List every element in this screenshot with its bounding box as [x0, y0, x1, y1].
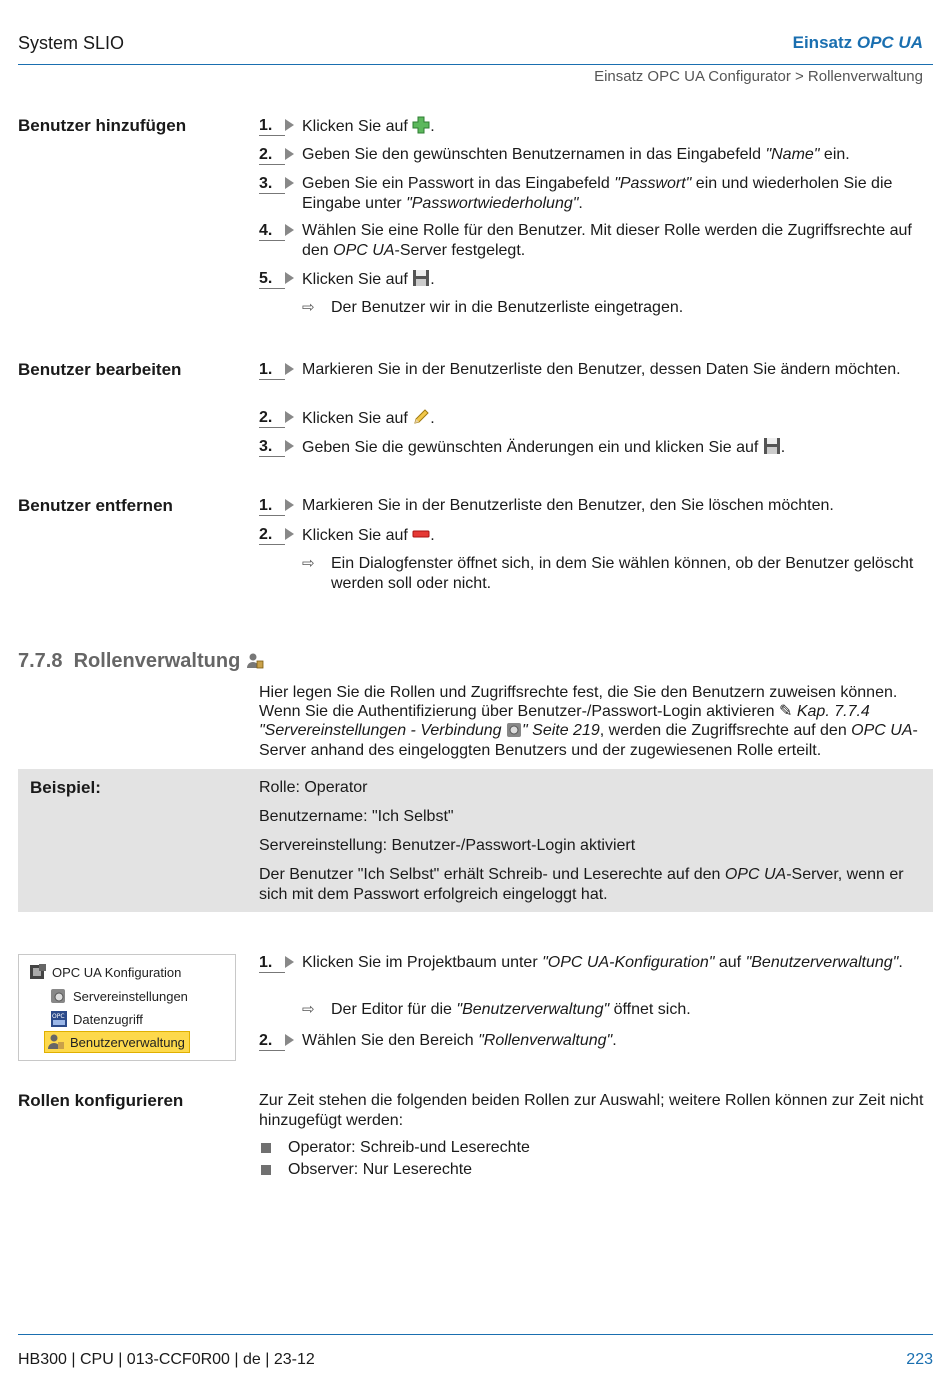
example-username: Benutzername: "Ich Selbst" — [259, 808, 454, 825]
bullet-icon — [261, 1143, 271, 1153]
edit-step-3: 3. Geben Sie die gewünschten Änderungen ein und klicken Sie auf . — [259, 438, 786, 456]
remove-icon — [412, 525, 430, 543]
remove-step-2: 2. Klicken Sie auf . — [259, 526, 435, 544]
example-role: Rolle: Operator — [259, 779, 368, 796]
footer-doc-id: HB300 | CPU | 013-CCF0R00 | de | 23-12 — [18, 1351, 315, 1368]
edit-step-1: 1. Markieren Sie in der Benutzerliste den Benutzer, dessen Daten Sie ändern möchten. — [259, 361, 901, 378]
header-chapter: Einsatz OPC UA — [792, 33, 923, 52]
remove-result: ⇨ Ein Dialogfenster öffnet sich, in dem Sie wählen können, ob der Benutzer gelöscht werden soll oder nicht. — [302, 555, 914, 592]
page-number: 223 — [906, 1351, 933, 1368]
section-heading: 7.7.8 Rollenverwaltung — [18, 650, 264, 673]
remove-step-1: 1. Markieren Sie in der Benutzerliste den Benutzer, den Sie löschen möchten. — [259, 497, 834, 514]
nav-step-1: 1. Klicken Sie im Projektbaum unter "OPC UA-Konfiguration" auf "Benutzerverwaltung". — [259, 954, 903, 971]
data-access-icon — [50, 1010, 68, 1028]
example-result: Der Benutzer "Ich Selbst" erhält Schreib- und Leserechte auf den OPC UA-Server, wenn er sich mit dem Passwort erfolgreich eingeloggt hat. — [259, 866, 904, 903]
add-user-label: Benutzer hinzufügen — [18, 116, 187, 135]
tree-item-data-access[interactable]: OPC Datenzugriff — [52, 1011, 143, 1027]
roles-intro: Zur Zeit stehen die folgenden beiden Rollen zur Auswahl; weitere Rollen können zur Zeit nicht hinzugefügt werden: — [259, 1092, 924, 1129]
save-icon — [412, 269, 430, 287]
add-step-2: 2. Geben Sie den gewünschten Benutzernamen in das Eingabefeld "Name" ein. — [259, 146, 850, 163]
add-step-3: 3. Geben Sie ein Passwort in das Eingabefeld "Passwort" ein und wiederholen Sie die Eingabe unter "Passwortwiederholung". — [259, 175, 893, 212]
breadcrumb: Einsatz OPC UA Configurator > Rollenverwaltung — [594, 68, 923, 85]
result-arrow-icon: ⇨ — [302, 299, 315, 316]
add-step-1: 1. Klicken Sie auf . — [259, 117, 435, 135]
project-tree — [18, 954, 236, 1061]
result-arrow-icon: ⇨ — [302, 1001, 315, 1018]
save-icon — [763, 437, 781, 455]
nav-result: ⇨ Der Editor für die "Benutzerverwaltung" öffnet sich. — [302, 1001, 691, 1018]
server-settings-icon — [50, 987, 68, 1005]
header-title: System SLIO — [18, 33, 125, 53]
role-item-observer: Observer: Nur Leserechte — [259, 1161, 472, 1179]
user-management-icon — [47, 1033, 65, 1051]
role-management-icon — [246, 652, 264, 670]
svg-text:OPC: OPC — [52, 1013, 65, 1020]
header-divider — [18, 64, 933, 65]
example-label: Beispiel: — [30, 778, 101, 797]
opc-config-icon — [29, 963, 47, 981]
server-settings-icon — [506, 722, 522, 738]
nav-step-2: 2. Wählen Sie den Bereich "Rollenverwaltung". — [259, 1032, 617, 1049]
tree-item-user-management[interactable]: Benutzerverwaltung — [44, 1031, 190, 1053]
edit-step-2: 2. Klicken Sie auf . — [259, 409, 435, 427]
tree-item-server-settings[interactable]: Servereinstellungen — [50, 986, 188, 1006]
example-server-setting: Servereinstellung: Benutzer-/Passwort-Login aktiviert — [259, 837, 636, 854]
link-arrow-icon: ✎ — [779, 703, 793, 721]
bullet-icon — [261, 1165, 271, 1175]
remove-user-label: Benutzer entfernen — [18, 496, 173, 515]
roles-label: Rollen konfigurieren — [18, 1091, 184, 1110]
tree-item-opc-config[interactable]: OPC UA Konfiguration — [29, 962, 181, 982]
section-intro: Hier legen Sie die Rollen und Zugriffsrechte fest, die Sie den Benutzern zuweisen können. Wenn Sie die Authentifizierung über Benutzer-/Passwort-Login aktivieren ✎ Kap. 7.7.4 "Servereinstellungen - Verbindung " Seite 219, werden die Zugriffsrechte auf den OPC UA-Server anhand des eingeloggten Benutzers und der zugewiesenen Rolle erteilt. — [259, 684, 918, 759]
pencil-icon — [412, 408, 430, 426]
crossref-link[interactable]: Kap. 7.7.4 "Servereinstellungen - Verbindung " Seite 219 — [259, 703, 870, 740]
add-step-4: 4. Wählen Sie eine Rolle für den Benutzer. Mit dieser Rolle werden die Zugriffsrechte auf den OPC UA-Server festgelegt. — [259, 222, 912, 259]
role-item-operator: Operator: Schreib-und Leserechte — [259, 1139, 530, 1157]
edit-user-label: Benutzer bearbeiten — [18, 360, 182, 379]
footer-divider — [18, 1334, 933, 1335]
add-result: ⇨ Der Benutzer wir in die Benutzerliste eingetragen. — [302, 299, 684, 316]
result-arrow-icon: ⇨ — [302, 555, 315, 572]
add-step-5: 5. Klicken Sie auf . — [259, 270, 435, 288]
add-icon — [412, 116, 430, 134]
